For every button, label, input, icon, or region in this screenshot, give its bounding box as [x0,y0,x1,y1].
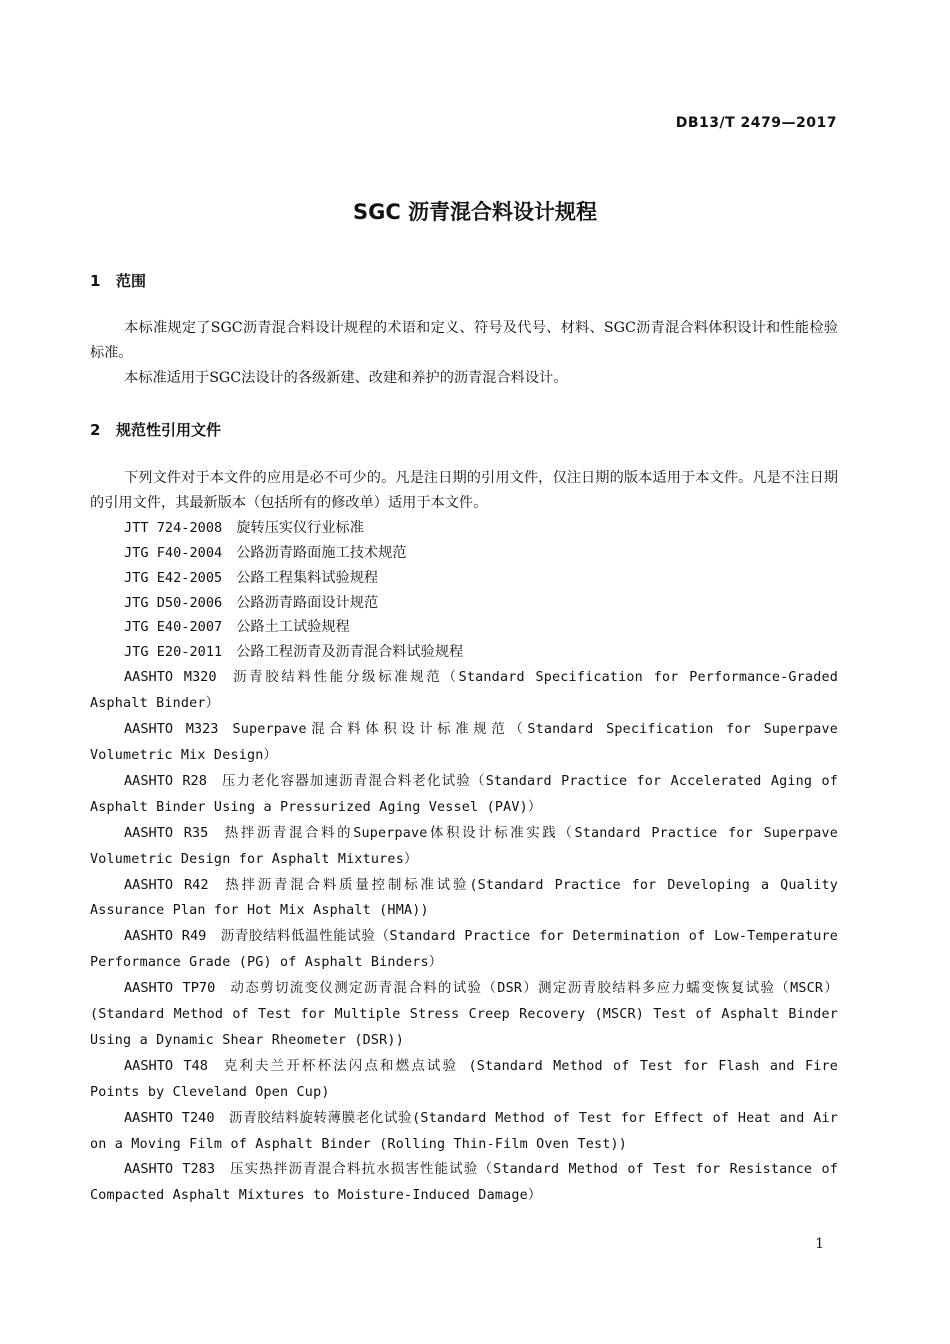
reference-title: 公路土工试验规程 [236,619,350,636]
paragraph: 本标准适用于SGC法设计的各级新建、改建和养护的沥青混合料设计。 [124,369,568,386]
reference-title: 克利夫兰开杯杯法闪点和燃点试验 (Standard Method of Test for Flash and Fire Points by Cleveland Open Cup) [90,1058,838,1100]
section-1-body [90,316,838,391]
section-number: 1 [90,272,101,290]
reference-code: AASHTO R49 [124,928,207,945]
section-1-heading [90,270,146,291]
reference-code: AASHTO T240 [124,1109,215,1126]
reference-item [90,924,838,976]
reference-title: 压实热拌沥青混合料抗水损害性能试验（Standard Method of Test for Resistance of Compacted Asphalt Mixtures to Moisture-Induced Damage） [90,1162,838,1204]
reference-item [90,1106,838,1158]
reference-item [90,640,838,665]
reference-code: AASHTO M320 [124,669,217,686]
reference-title: 旋转压实仪行业标准 [236,519,364,536]
reference-item [90,769,838,821]
reference-title: 沥青胶结料旋转薄膜老化试验(Standard Method of Test for Effect of Heat and Air on a Moving Film of Asphalt Binder (Rolling Thin-Film Oven Test)) [90,1110,839,1152]
section-2-heading [90,419,221,440]
reference-title: 公路工程集料试验规程 [236,569,379,586]
reference-title: 压力老化容器加速沥青混合料老化试验（Standard Practice for Accelerated Aging of Asphalt Binder Using a Pressurized Aging Vessel (PAV)） [90,773,838,815]
reference-title: 公路沥青路面设计规范 [236,594,379,611]
reference-title: 公路沥青路面施工技术规范 [236,544,407,561]
reference-title: 沥青胶结料低温性能试验（Standard Practice for Determination of Low-Temperature Performance Grade (PG) of Asphalt Binders） [90,929,838,971]
paragraph: 本标准规定了SGC沥青混合料设计规程的术语和定义、符号及代号、材料、SGC沥青混合料体积设计和性能检验标准。 [90,320,838,361]
reference-title: 沥青胶结料性能分级标准规范（Standard Specification for Performance-Graded Asphalt Binder） [90,670,838,712]
reference-title: 热拌沥青混合料的Superpave体积设计标准实践（Standard Practice for Superpave Volumetric Design for Asphalt Mixtures） [90,825,839,867]
reference-code: AASHTO T283 [124,1161,216,1178]
reference-code: JTG F40-2004 [124,544,223,561]
reference-item [90,976,838,1054]
reference-item [90,1157,838,1209]
reference-code: JTG E42-2005 [124,569,223,586]
reference-code: AASHTO TP70 [124,980,216,997]
standard-code: DB13/T 2479—2017 [675,115,837,131]
reference-item [90,591,838,616]
reference-code: AASHTO R28 [124,772,207,789]
section-title: 规范性引用文件 [116,421,222,439]
reference-title: 动态剪切流变仪测定沥青混合料的试验（DSR）测定沥青胶结料多应力蠕变恢复试验（MSCR）(Standard Method of Test for Multiple Stress Creep Recovery (MSCR) Test of Asphalt Binder Using a Dynamic Shear Rheometer (DSR)) [90,981,838,1048]
intro-paragraph: 下列文件对于本文件的应用是必不可少的。凡是注日期的引用文件，仅注日期的版本适用于本文件。凡是不注日期的引用文件，其最新版本（包括所有的修改单）适用于本文件。 [90,470,838,511]
reference-item [90,873,838,925]
page-number: 1 [815,1236,824,1252]
reference-code: JTG D50-2006 [124,594,223,611]
document-title: SGC 沥青混合料设计规程 [352,200,598,224]
reference-code: AASHTO M323 [124,721,219,738]
reference-item [90,821,838,873]
reference-code: AASHTO R35 [124,824,209,841]
reference-item [90,566,838,591]
reference-title: 热拌沥青混合料质量控制标准试验(Standard Practice for Developing a Quality Assurance Plan for Hot Mix Asphalt (HMA)) [90,877,838,919]
section-title: 范围 [116,272,147,290]
reference-item [90,516,838,541]
reference-code: JTG E40-2007 [124,619,223,636]
reference-code: JTG E20-2011 [124,644,223,661]
reference-item [90,541,838,566]
reference-item [90,717,838,769]
reference-item [90,615,838,640]
reference-item [90,1054,838,1106]
reference-item [90,665,838,717]
section-number: 2 [90,421,101,439]
reference-code: AASHTO R42 [124,876,209,893]
section-2-body [90,466,838,1209]
reference-code: JTT 724-2008 [124,519,223,536]
reference-code: AASHTO T48 [124,1057,208,1074]
reference-title: 公路工程沥青及沥青混合料试验规程 [236,644,464,661]
reference-title: Superpave混合料体积设计标准规范（Standard Specification for Superpave Volumetric Mix Design） [90,722,838,763]
